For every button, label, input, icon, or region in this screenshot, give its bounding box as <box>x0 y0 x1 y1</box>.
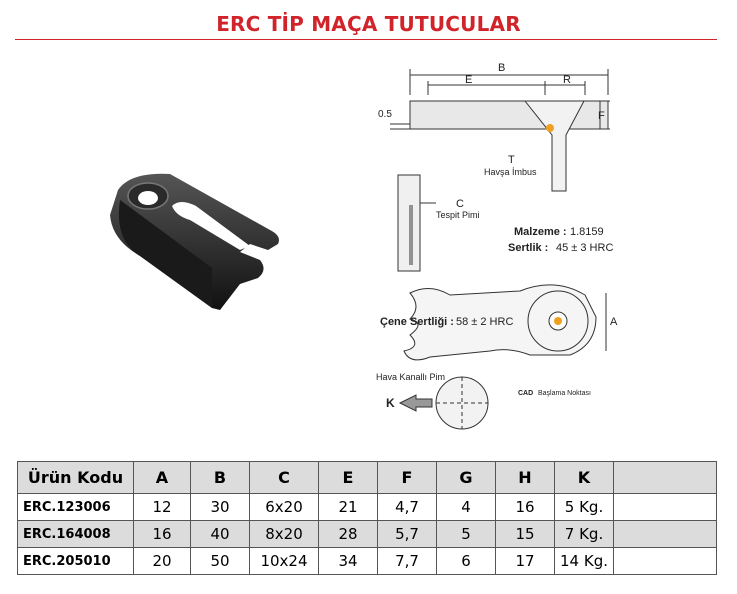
col-h: H <box>496 462 555 494</box>
title-rule <box>15 39 717 40</box>
cell-f: 5,7 <box>378 521 437 548</box>
table-row <box>18 521 717 548</box>
cell-b: 50 <box>191 548 250 575</box>
cell-c: 10x24 <box>250 548 319 575</box>
dim-f: F <box>598 110 605 122</box>
cell-e: 28 <box>319 521 378 548</box>
front-view <box>398 175 436 271</box>
dim-b: B <box>498 62 506 74</box>
technical-drawing <box>370 55 670 440</box>
col-k: K <box>555 462 614 494</box>
cell-h: 17 <box>496 548 555 575</box>
col-c: C <box>250 462 319 494</box>
table-row <box>18 548 717 575</box>
col-blank <box>614 462 717 494</box>
col-b: B <box>191 462 250 494</box>
cene-value: 58 ± 2 HRC <box>456 316 514 328</box>
t-desc: Havşa İmbus <box>484 167 537 177</box>
c-desc: Tespit Pimi <box>436 210 480 220</box>
table-header-row <box>18 462 717 494</box>
cene-label: Çene Sertliği : <box>380 316 454 328</box>
cell-blank <box>614 548 717 575</box>
cell-c: 8x20 <box>250 521 319 548</box>
cell-k: 5 Kg. <box>555 494 614 521</box>
product-photo <box>100 160 300 320</box>
col-e: E <box>319 462 378 494</box>
cell-b: 40 <box>191 521 250 548</box>
cell-code: ERC.123006 <box>18 494 134 521</box>
cell-code: ERC.205010 <box>18 548 134 575</box>
cell-blank <box>614 494 717 521</box>
cell-k: 14 Kg. <box>555 548 614 575</box>
cell-b: 30 <box>191 494 250 521</box>
cell-g: 4 <box>437 494 496 521</box>
k-label: K <box>386 396 395 410</box>
cell-code: ERC.164008 <box>18 521 134 548</box>
col-a: A <box>134 462 191 494</box>
spec-table <box>17 461 717 575</box>
t-label: T <box>508 154 515 166</box>
malzeme-value: 1.8159 <box>570 226 604 238</box>
col-f: F <box>378 462 437 494</box>
cell-blank <box>614 521 717 548</box>
cell-h: 15 <box>496 521 555 548</box>
dim-a: A <box>610 316 618 328</box>
col-g: G <box>437 462 496 494</box>
cell-e: 21 <box>319 494 378 521</box>
table-row <box>18 494 717 521</box>
dim-05: 0.5 <box>378 109 392 120</box>
dim-r: R <box>563 74 571 86</box>
cad-label: CAD <box>518 390 534 397</box>
cell-g: 6 <box>437 548 496 575</box>
malzeme-label: Malzeme : <box>514 226 567 238</box>
cell-f: 7,7 <box>378 548 437 575</box>
c-label: C <box>456 198 464 210</box>
cell-h: 16 <box>496 494 555 521</box>
col-urun-kodu: Ürün Kodu <box>18 462 134 494</box>
page-title: ERC TİP MAÇA TUTUCULAR <box>216 12 521 36</box>
cell-k: 7 Kg. <box>555 521 614 548</box>
pin-view <box>400 377 488 429</box>
cell-a: 12 <box>134 494 191 521</box>
cell-a: 20 <box>134 548 191 575</box>
cell-e: 34 <box>319 548 378 575</box>
cell-a: 16 <box>134 521 191 548</box>
pin-label: Hava Kanallı Pim <box>376 372 446 382</box>
cad-desc: Başlama Noktası <box>538 390 591 397</box>
sertlik-value: 45 ± 3 HRC <box>556 242 614 254</box>
cell-f: 4,7 <box>378 494 437 521</box>
sertlik-label: Sertlik : <box>508 242 549 254</box>
cell-g: 5 <box>437 521 496 548</box>
cell-c: 6x20 <box>250 494 319 521</box>
dim-e: E <box>465 74 473 86</box>
